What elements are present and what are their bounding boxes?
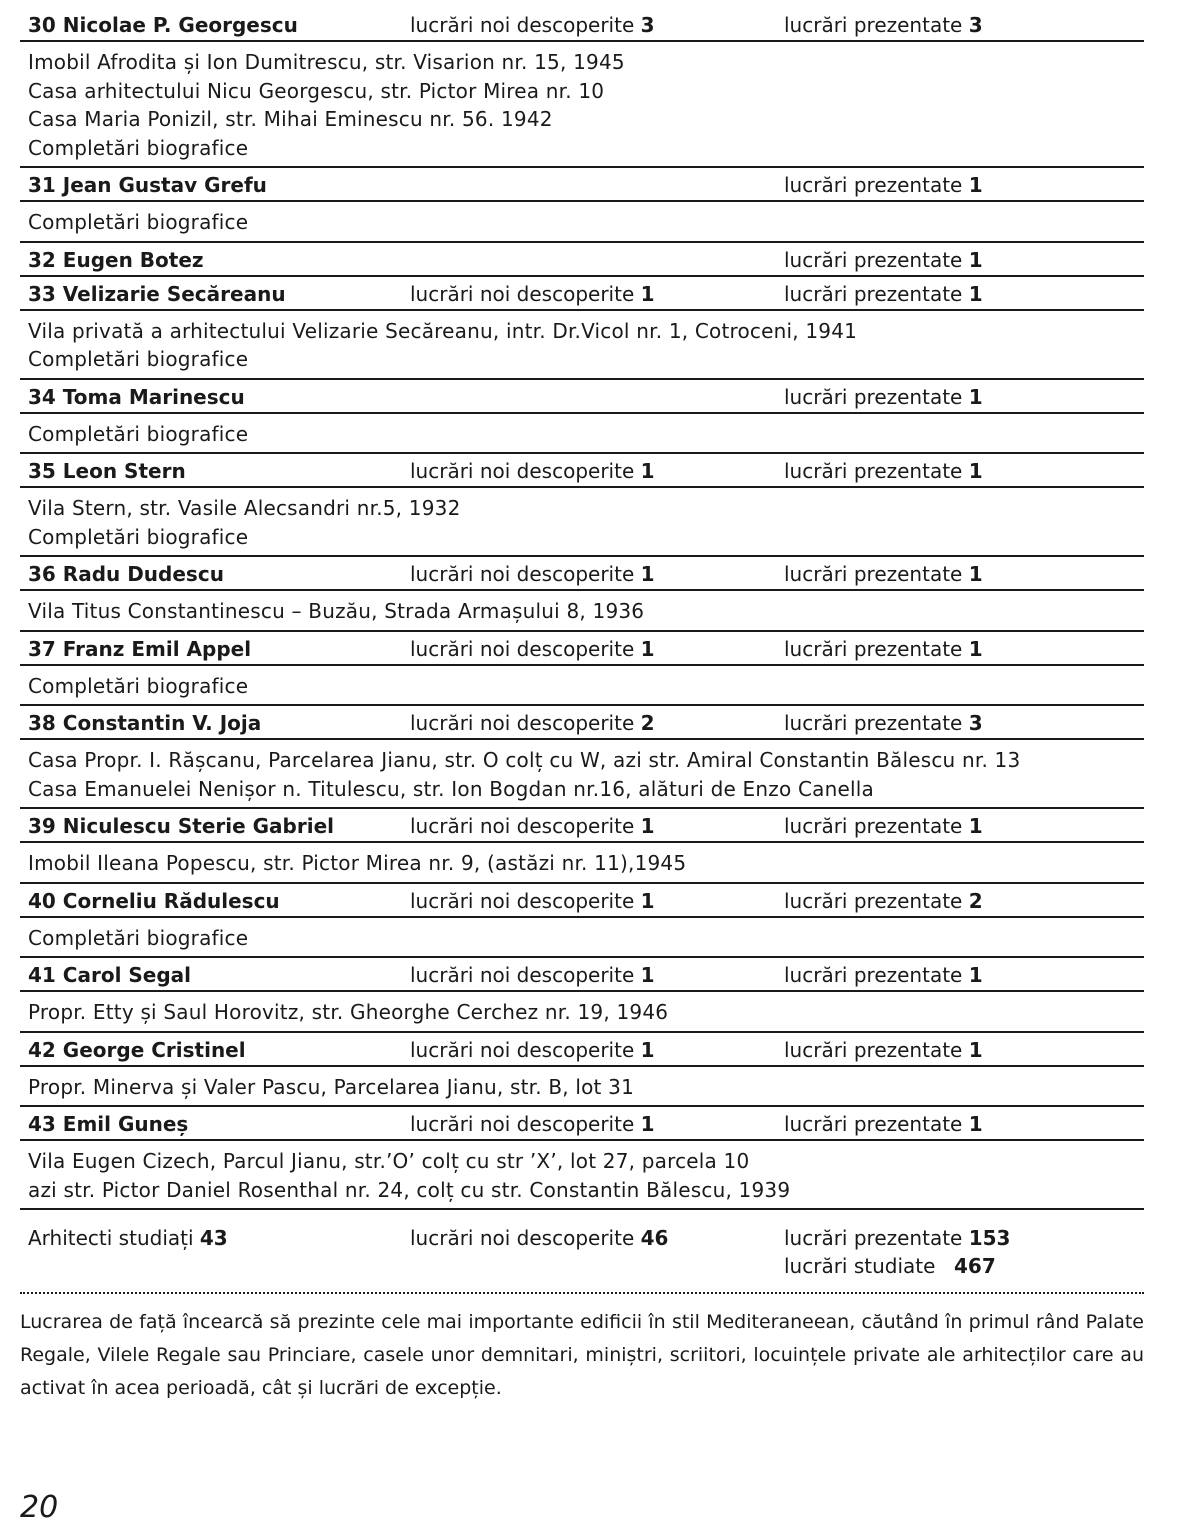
- new-works-label: lucrări noi descoperite: [410, 814, 635, 838]
- new-works-label: lucrări noi descoperite: [410, 636, 635, 661]
- presented-works-value: 1: [968, 1037, 983, 1062]
- architect-entry-details: [20, 42, 1144, 168]
- architect-entry-header: [20, 243, 1144, 277]
- work-line: azi str. Pictor Daniel Rosenthal nr. 24, colț cu str. Constantin Bălescu, 1939: [28, 1177, 791, 1202]
- architect-name: 35 Leon Stern: [28, 459, 186, 483]
- presented-works-value: 3: [968, 711, 983, 735]
- architect-entry-header: [20, 632, 1144, 666]
- presented-works-value: 1: [968, 1112, 983, 1136]
- presented-works-label: lucrări prezentate: [784, 173, 963, 197]
- new-works-value: 1: [640, 1112, 655, 1136]
- work-line: Completări biografice: [28, 210, 249, 234]
- presented-works-count: [784, 168, 983, 202]
- architect-entry-details: [20, 1067, 1144, 1108]
- presented-works-value: 1: [968, 384, 983, 409]
- presented-works-count: [784, 557, 983, 591]
- document-body: [20, 8, 1144, 1405]
- work-line: Casa Maria Ponizil, str. Mihai Eminescu nr. 56. 1942: [28, 107, 553, 131]
- totals-new-label: lucrări noi descoperite: [410, 1226, 635, 1250]
- architect-entry-header: [20, 1107, 1144, 1141]
- architect-entry-details: [20, 992, 1144, 1033]
- work-line: Completări biografice: [28, 925, 249, 950]
- work-line: Completări biografice: [28, 673, 249, 698]
- architect-name: 43 Emil Guneș: [28, 1112, 189, 1136]
- architect-entry-details: [20, 591, 1144, 632]
- architect-name: 41 Carol Segal: [28, 963, 192, 987]
- architect-name: 37 Franz Emil Appel: [28, 636, 252, 661]
- totals-architects: [20, 1224, 410, 1280]
- new-works-count: [410, 1107, 784, 1141]
- presented-works-count: [784, 1107, 983, 1141]
- presented-works-count: [784, 809, 983, 843]
- closing-paragraph: Lucrarea de față încearcă să prezinte cele mai importante edificii în stil Mediteraneean, căutând în primul rând Palate Regale, Vilele Regale sau Princiare, casele unor demnitari, miniștri, scriitori, locuințele private ale arhitecților care au activat în acea perioadă, cât și lucrări de excepție.: [20, 1311, 1144, 1399]
- presented-works-label: lucrări prezentate: [784, 13, 963, 37]
- new-works-value: 1: [640, 1037, 655, 1062]
- presented-works-label: lucrări prezentate: [784, 963, 963, 987]
- work-line: Casa Emanuelei Nenișor n. Titulescu, str. Ion Bogdan nr.16, alături de Enzo Canella: [28, 776, 874, 801]
- presented-works-value: 3: [968, 13, 983, 37]
- work-line: Casa Propr. I. Rășcanu, Parcelarea Jianu, str. O colț cu W, azi str. Amiral Constantin Bălescu nr. 13: [28, 748, 1021, 772]
- work-line: Completări biografice: [28, 524, 249, 549]
- presented-works-label: lucrări prezentate: [784, 1112, 963, 1136]
- architect-name: 33 Velizarie Secăreanu: [28, 281, 286, 306]
- new-works-value: 2: [640, 711, 655, 735]
- new-works-value: 1: [640, 636, 655, 661]
- new-works-label: lucrări noi descoperite: [410, 963, 635, 987]
- new-works-label: lucrări noi descoperite: [410, 711, 635, 735]
- work-line: Completări biografice: [28, 347, 249, 371]
- architect-entry-header: [20, 168, 1144, 202]
- new-works-count: [410, 8, 784, 42]
- architect-entry-details: [20, 311, 1144, 380]
- presented-works-count: [784, 958, 983, 992]
- presented-works-value: 1: [968, 173, 983, 197]
- presented-works-count: [784, 632, 983, 666]
- presented-works-label: lucrări prezentate: [784, 281, 963, 306]
- presented-works-value: 2: [968, 888, 983, 913]
- totals-presented-studied: [784, 1224, 1010, 1280]
- presented-works-value: 1: [968, 562, 983, 586]
- presented-works-label: lucrări prezentate: [784, 459, 963, 483]
- presented-works-count: [784, 277, 983, 311]
- presented-works-value: 1: [968, 459, 983, 483]
- presented-works-label: lucrări prezentate: [784, 711, 963, 735]
- new-works-value: 1: [640, 459, 655, 483]
- new-works-value: 1: [640, 281, 655, 306]
- new-works-label: lucrări noi descoperite: [410, 888, 635, 913]
- architect-name: 38 Constantin V. Joja: [28, 711, 262, 735]
- architect-entry-details: [20, 1141, 1144, 1210]
- architect-name: 39 Niculescu Sterie Gabriel: [28, 814, 335, 838]
- work-line: Vila Stern, str. Vasile Alecsandri nr.5, 1932: [28, 496, 461, 520]
- architect-name: 42 George Cristinel: [28, 1037, 246, 1062]
- work-line: Vila Titus Constantinescu – Buzău, Strada Armașului 8, 1936: [28, 599, 645, 623]
- presented-works-count: [784, 8, 983, 42]
- totals-new-works: [410, 1224, 784, 1280]
- totals-architects-label: Arhitecti studiați: [28, 1226, 194, 1250]
- architect-entry-details: [20, 843, 1144, 884]
- architect-entry-details: [20, 666, 1144, 707]
- presented-works-label: lucrări prezentate: [784, 384, 963, 409]
- architect-entry-header: [20, 884, 1144, 918]
- architect-name: 34 Toma Marinescu: [28, 384, 245, 409]
- new-works-count: [410, 277, 784, 311]
- work-line: Imobil Ileana Popescu, str. Pictor Mirea nr. 9, (astăzi nr. 11),1945: [28, 851, 687, 875]
- architect-entry-header: [20, 380, 1144, 414]
- architect-name: 32 Eugen Botez: [28, 247, 204, 272]
- architect-name: 31 Jean Gustav Grefu: [28, 173, 267, 197]
- presented-works-label: lucrări prezentate: [784, 1037, 963, 1062]
- new-works-label: lucrări noi descoperite: [410, 1112, 635, 1136]
- work-line: Vila privată a arhitectului Velizarie Secăreanu, intr. Dr.Vicol nr. 1, Cotroceni, 1941: [28, 318, 858, 343]
- presented-works-label: lucrări prezentate: [784, 888, 963, 913]
- presented-works-count: [784, 1033, 983, 1067]
- new-works-count: [410, 454, 784, 488]
- totals-architects-value: 43: [199, 1226, 228, 1250]
- presented-works-value: 1: [968, 636, 983, 661]
- architect-entry-details: [20, 918, 1144, 959]
- work-line: Vila Eugen Cizech, Parcul Jianu, str.’O’ colț cu str ’X’, lot 27, parcela 10: [28, 1149, 750, 1173]
- new-works-count: [410, 809, 784, 843]
- presented-works-label: lucrări prezentate: [784, 247, 963, 272]
- new-works-count: [410, 884, 784, 918]
- new-works-label: lucrări noi descoperite: [410, 13, 635, 37]
- presented-works-value: 1: [968, 814, 983, 838]
- new-works-count: [410, 1033, 784, 1067]
- architect-entry-header: [20, 1033, 1144, 1067]
- architect-entry-details: [20, 740, 1144, 809]
- presented-works-count: [784, 884, 983, 918]
- architect-entry-header: [20, 557, 1144, 591]
- new-works-count: [410, 958, 784, 992]
- architect-entry-header: [20, 958, 1144, 992]
- presented-works-count: [784, 243, 983, 277]
- presented-works-value: 1: [968, 247, 983, 272]
- totals-presented-label: lucrări prezentate: [784, 1226, 963, 1250]
- new-works-count: [410, 557, 784, 591]
- presented-works-count: [784, 454, 983, 488]
- presented-works-label: lucrări prezentate: [784, 636, 963, 661]
- architect-entry-details: [20, 414, 1144, 455]
- new-works-label: lucrări noi descoperite: [410, 459, 635, 483]
- new-works-label: lucrări noi descoperite: [410, 562, 635, 586]
- presented-works-value: 1: [968, 281, 983, 306]
- presented-works-count: [784, 706, 983, 740]
- work-line: Casa arhitectului Nicu Georgescu, str. Pictor Mirea nr. 10: [28, 78, 605, 103]
- architect-name: 40 Corneliu Rădulescu: [28, 888, 280, 913]
- work-line: Completări biografice: [28, 135, 249, 160]
- new-works-count: [410, 632, 784, 666]
- architect-entry-details: [20, 488, 1144, 557]
- totals-presented: [784, 1224, 1010, 1252]
- totals-studied-label: lucrări studiate: [784, 1254, 936, 1278]
- new-works-value: 1: [640, 562, 655, 586]
- work-line: Propr. Etty și Saul Horovitz, str. Gheorghe Cerchez nr. 19, 1946: [28, 1000, 669, 1024]
- presented-works-label: lucrări prezentate: [784, 814, 963, 838]
- new-works-label: lucrări noi descoperite: [410, 281, 635, 306]
- new-works-count: [410, 706, 784, 740]
- architect-entry-header: [20, 8, 1144, 42]
- totals-row: [20, 1210, 1144, 1292]
- work-line: Imobil Afrodita și Ion Dumitrescu, str. Visarion nr. 15, 1945: [28, 50, 625, 74]
- totals-studied-value: 467: [954, 1254, 996, 1278]
- presented-works-value: 1: [968, 963, 983, 987]
- presented-works-count: [784, 380, 983, 414]
- architect-entry-header: [20, 706, 1144, 740]
- architect-name: 36 Radu Dudescu: [28, 562, 224, 586]
- architect-name: 30 Nicolae P. Georgescu: [28, 13, 298, 37]
- page-number: 20: [20, 1490, 59, 1525]
- totals-new-value: 46: [640, 1226, 669, 1250]
- architect-entry-header: [20, 277, 1144, 311]
- totals-presented-value: 153: [968, 1226, 1011, 1250]
- totals-studied: [784, 1252, 1010, 1280]
- new-works-value: 3: [640, 13, 655, 37]
- new-works-value: 1: [640, 888, 655, 913]
- new-works-label: lucrări noi descoperite: [410, 1037, 635, 1062]
- new-works-value: 1: [640, 963, 655, 987]
- architect-entry-details: [20, 202, 1144, 243]
- work-line: Propr. Minerva și Valer Pascu, Parcelarea Jianu, str. B, lot 31: [28, 1074, 635, 1099]
- presented-works-label: lucrări prezentate: [784, 562, 963, 586]
- architect-entry-header: [20, 809, 1144, 843]
- architect-list: [20, 8, 1144, 1210]
- new-works-value: 1: [640, 814, 655, 838]
- work-line: Completări biografice: [28, 421, 249, 446]
- architect-entry-header: [20, 454, 1144, 488]
